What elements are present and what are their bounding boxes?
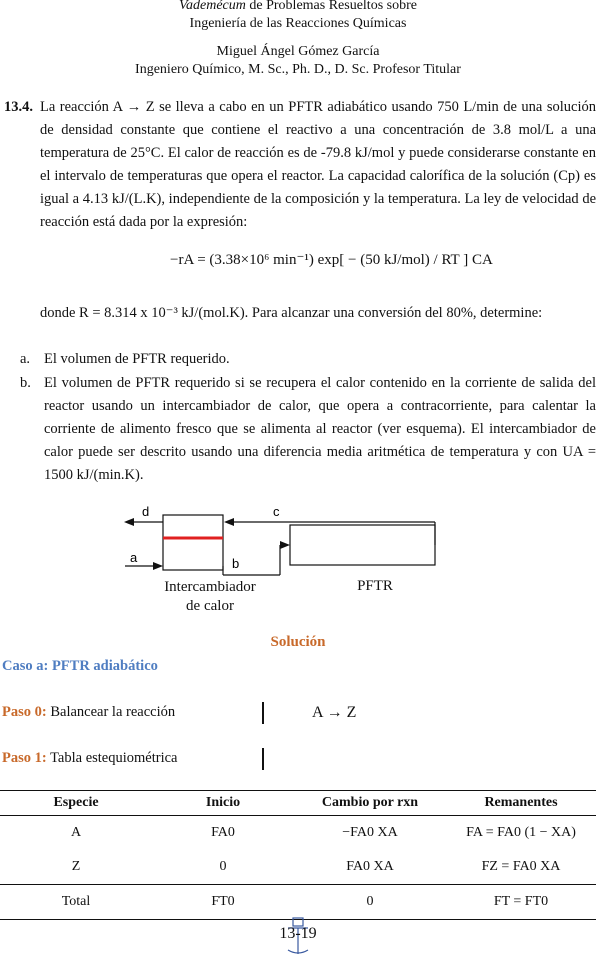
arrow-b-icon: [280, 541, 290, 549]
page-number: 13-19: [279, 925, 317, 942]
label-b: b: [232, 556, 240, 571]
table-cell: 0: [294, 885, 446, 920]
heat-exchanger: [163, 515, 223, 570]
arrow-d-icon: [124, 518, 134, 526]
label-a: a: [130, 550, 138, 565]
case-a-heading: Caso a: PFTR adiabático: [2, 658, 158, 674]
table-row: [0, 816, 596, 851]
table-header: Cambio por rxn: [294, 791, 446, 816]
label-d: d: [142, 504, 150, 519]
paso0-reaction: A → Z: [312, 704, 357, 721]
running-header-line1: Vademécum de Problemas Resueltos sobre: [179, 0, 417, 13]
table-cell: Total: [0, 885, 152, 920]
rate-equation: −rA = (3.38×10⁶ min⁻¹) exp[ − (50 kJ/mol) / RT ] CA: [170, 252, 493, 268]
label-c: c: [273, 504, 280, 519]
separator-bar: [262, 702, 264, 724]
table-header: Remanentes: [446, 791, 596, 816]
table-cell: FT = FT0: [446, 885, 596, 920]
table-cell: FZ = FA0 XA: [481, 859, 561, 874]
separator-bar: [262, 748, 264, 770]
reactor-label: PFTR: [357, 578, 393, 594]
table-header: Inicio: [152, 791, 294, 816]
solution-heading: Solución: [270, 634, 326, 650]
table-cell: A: [70, 825, 82, 840]
exchanger-label: Intercambiador de calor: [164, 579, 256, 614]
author-title: Ingeniero Químico, M. Sc., Ph. D., D. Sc. Profesor Titular: [135, 62, 461, 77]
table-cell: FT0: [152, 885, 294, 920]
author-name: Miguel Ángel Gómez García: [216, 44, 380, 59]
table-cell: 0: [219, 859, 227, 874]
table-header-row: [0, 791, 596, 816]
table-cell: Z: [71, 859, 81, 874]
running-header-line2: Ingeniería de las Reacciones Químicas: [189, 16, 407, 31]
stoichiometric-table: [0, 790, 596, 920]
problem-text-2: donde R = 8.314 x 10⁻³ kJ/(mol.K). Para alcanzar una conversión del 80%, determine:: [40, 305, 543, 321]
paso0: Paso 0: Balancear la reacción: [2, 704, 176, 720]
table-header: Especie: [0, 791, 152, 816]
arrow-c-icon: [224, 518, 234, 526]
table-cell: FA0: [211, 825, 235, 840]
table-row: [0, 850, 596, 885]
arrow-a-icon: [153, 562, 163, 570]
pftr-reactor: [290, 525, 435, 565]
table-cell: FA0 XA: [346, 859, 394, 874]
table-cell: FA = FA0 (1 − XA): [466, 825, 576, 840]
table-cell: −FA0 XA: [342, 825, 398, 840]
problem-text: La reacción A → Z se lleva a cabo en un PFTR adiabático usando 750 L/min de una solución de densidad constante que contiene el reactivo a una concentración de 3.8 mol/L a una temperatura de 25°C. El calor de reacción es de -79.8 kJ/mol y puede considerarse constante en el intervalo de temperaturas que opera el reactor. La capacidad calorífica de la solución (Cp) es igual a 4.13 kJ/(L.K), independiente de la composición y la temperatura. La ley de velocidad de reacción está dada por la expresión:: [40, 99, 596, 230]
paso1: Paso 1: Tabla estequiométrica: [2, 750, 178, 766]
problem-number: 13.4.: [4, 99, 33, 115]
table-row: [0, 885, 596, 920]
